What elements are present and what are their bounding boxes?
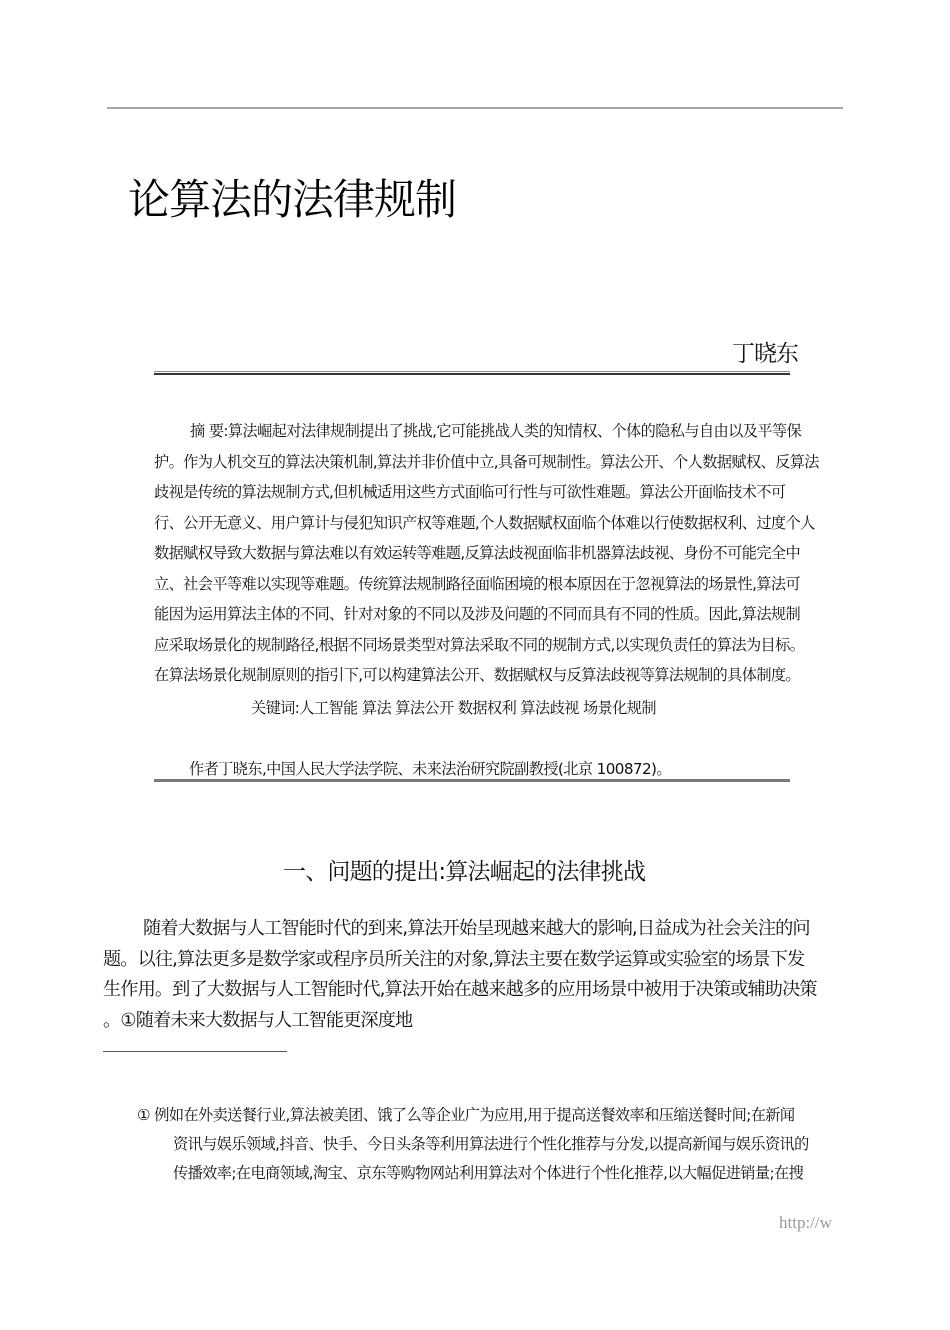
author-double-rule bbox=[154, 371, 790, 376]
keywords: 关键词:人工智能 算法 算法公开 数据权利 算法歧视 场景化规制 bbox=[251, 699, 656, 717]
section-heading: 一、问题的提出:算法崛起的法律挑战 bbox=[283, 859, 646, 885]
footnote-separator bbox=[103, 1051, 287, 1052]
header-rule bbox=[107, 107, 843, 109]
author-name: 丁晓东 bbox=[732, 341, 798, 367]
footnote-line: 资讯与娱乐领域,抖音、快手、今日头条等利用算法进行个性化推荐与分发,以提高新闻与娱乐资讯的 bbox=[173, 1135, 809, 1153]
abstract bbox=[154, 416, 854, 691]
paragraph-line: 生作用。到了大数据与人工智能时代,算法开始在越来越多的应用场景中被用于决策或辅助决策 bbox=[103, 979, 817, 1000]
body-paragraph bbox=[103, 914, 863, 1036]
abstract-line: 在算法场景化规制原则的指引下,可以构建算法公开、数据赋权与反算法歧视等算法规制的具体制度。 bbox=[154, 666, 801, 684]
abstract-line: 数据赋权导致大数据与算法难以有效运转等难题,反算法歧视面临非机器算法歧视、身份不可能完全中 bbox=[154, 544, 801, 562]
paragraph-line-with-footnote-ref: 。①随着未来大数据与人工智能更深度地 bbox=[103, 1009, 413, 1031]
abstract-line: 应采取场景化的规制路径,根据不同场景类型对算法采取不同的规制方式,以实现负责任的算法为目标。 bbox=[154, 635, 805, 654]
abstract-line: 能因为运用算法主体的不同、针对对象的不同以及涉及问题的不同而具有不同的性质。因此,算法规制 bbox=[154, 605, 801, 623]
rule-line-thin bbox=[154, 371, 790, 372]
footnote-line: ① 例如在外卖送餐行业,算法被美团、饿了么等企业广为应用,用于提高送餐效率和压缩送餐时间;在新闻 bbox=[137, 1106, 795, 1124]
abstract-line: 摘 要:算法崛起对法律规制提出了挑战,它可能挑战人类的知情权、个体的隐私与自由以及平等保 bbox=[190, 422, 802, 440]
abstract-line: 行、公开无意义、用户算计与侵犯知识产权等难题,个人数据赋权面临个体难以行使数据权利、过度个人 bbox=[154, 513, 815, 532]
abstract-line: 立、社会平等难以实现等难题。传统算法规制路径面临困境的根本原因在于忽视算法的场景性,算法可 bbox=[154, 574, 801, 593]
rule-line-thick bbox=[154, 373, 790, 375]
abstract-line: 护。作为人机交互的算法决策机制,算法并非价值中立,具备可规制性。算法公开、个人数据赋权、反算法 bbox=[154, 452, 819, 471]
paragraph-line: 题。以往,算法更多是数学家或程序员所关注的对象,算法主要在数学运算或实验室的场景下发 bbox=[103, 948, 805, 970]
watermark-url: http://w bbox=[779, 1213, 832, 1232]
abstract-line: 歧视是传统的算法规制方式,但机械适用这些方式面临可行性与可欲性难题。算法公开面临技术不可 bbox=[154, 483, 786, 501]
author-affiliation: 作者丁晓东,中国人民大学法学院、未来法治研究院副教授(北京 100872)。 bbox=[189, 760, 671, 778]
paragraph-line: 随着大数据与人工智能时代的到来,算法开始呈现越来越大的影响,日益成为社会关注的问 bbox=[143, 918, 810, 939]
paper-title: 论算法的法律规制 bbox=[128, 175, 457, 224]
footnote-line: 传播效率;在电商领域,淘宝、京东等购物网站利用算法对个体进行个性化推荐,以大幅促进销量;在搜 bbox=[173, 1164, 804, 1182]
footnote bbox=[137, 1101, 857, 1188]
affiliation-rule bbox=[154, 779, 790, 782]
